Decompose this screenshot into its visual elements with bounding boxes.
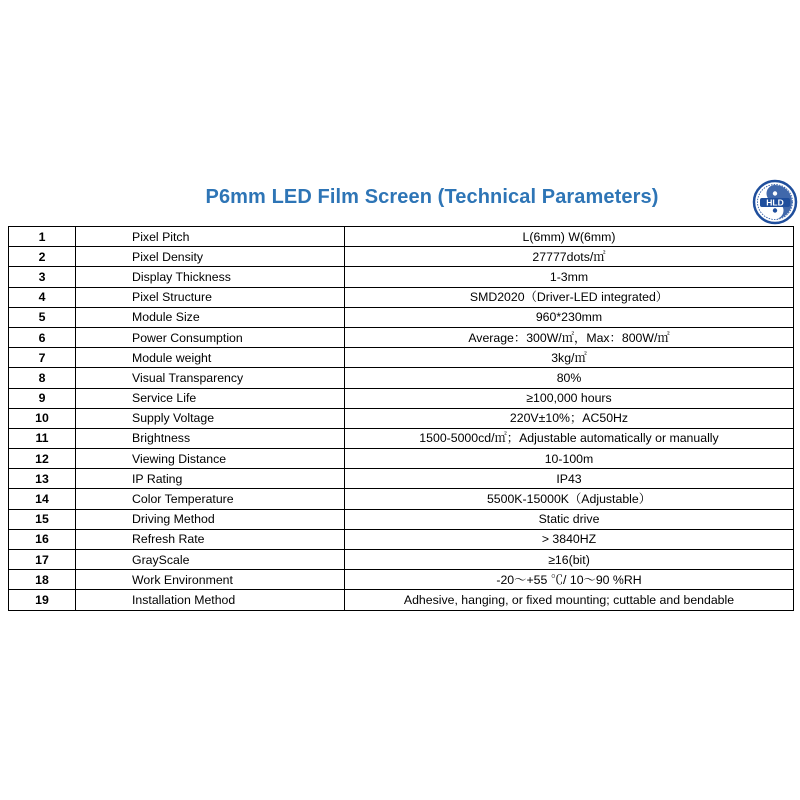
table-row — [9, 307, 794, 327]
table-row — [9, 469, 794, 489]
parameter-name: Pixel Density — [76, 247, 345, 267]
row-number: 12 — [9, 449, 76, 469]
row-number: 13 — [9, 469, 76, 489]
title-container — [0, 186, 800, 214]
table-row — [9, 368, 794, 388]
table-row — [9, 489, 794, 509]
row-number: 16 — [9, 529, 76, 549]
row-number: 8 — [9, 368, 76, 388]
page-title: P6mm LED Film Screen (Technical Parameters) — [205, 186, 659, 208]
parameter-name: Viewing Distance — [76, 449, 345, 469]
parameter-name: Installation Method — [76, 590, 345, 610]
row-number: 1 — [9, 227, 76, 247]
row-number: 15 — [9, 509, 76, 529]
table-row — [9, 327, 794, 347]
table-row — [9, 287, 794, 307]
row-number: 18 — [9, 570, 76, 590]
table-row — [9, 570, 794, 590]
row-number: 7 — [9, 348, 76, 368]
table-row — [9, 348, 794, 368]
row-number: 2 — [9, 247, 76, 267]
parameter-value: 80% — [345, 368, 794, 388]
row-number: 4 — [9, 287, 76, 307]
parameter-name: Service Life — [76, 388, 345, 408]
parameter-name: GrayScale — [76, 550, 345, 570]
parameter-name: IP Rating — [76, 469, 345, 489]
parameter-value: > 3840HZ — [345, 529, 794, 549]
parameter-value: 27777dots/㎡ — [345, 247, 794, 267]
parameter-value: 1500-5000cd/㎡；Adjustable automatically or manually — [345, 428, 794, 448]
row-number: 9 — [9, 388, 76, 408]
table-row — [9, 509, 794, 529]
parameter-name: Work Environment — [76, 570, 345, 590]
parameter-name: Brightness — [76, 428, 345, 448]
table-row — [9, 428, 794, 448]
parameter-name: Pixel Structure — [76, 287, 345, 307]
parameter-value: IP43 — [345, 469, 794, 489]
table-body — [9, 227, 794, 611]
parameter-value: 5500K-15000K（Adjustable） — [345, 489, 794, 509]
table-row — [9, 408, 794, 428]
parameter-value: 1-3mm — [345, 267, 794, 287]
parameter-name: Refresh Rate — [76, 529, 345, 549]
table-row — [9, 227, 794, 247]
table-row — [9, 550, 794, 570]
parameter-value: ≥100,000 hours — [345, 388, 794, 408]
parameter-value: 220V±10%；AC50Hz — [345, 408, 794, 428]
row-number: 17 — [9, 550, 76, 570]
hld-logo-icon — [752, 179, 798, 225]
table-row — [9, 449, 794, 469]
parameter-value: -20～+55 ℃/ 10～90 %RH — [345, 570, 794, 590]
parameter-name: Module weight — [76, 348, 345, 368]
parameter-value: SMD2020（Driver-LED integrated） — [345, 287, 794, 307]
parameter-name: Module Size — [76, 307, 345, 327]
parameter-value: Static drive — [345, 509, 794, 529]
parameter-name: Display Thickness — [76, 267, 345, 287]
parameter-name: Pixel Pitch — [76, 227, 345, 247]
row-number: 3 — [9, 267, 76, 287]
table-row — [9, 590, 794, 610]
parameter-value: Adhesive, hanging, or fixed mounting; cuttable and bendable — [345, 590, 794, 610]
row-number: 14 — [9, 489, 76, 509]
table-row — [9, 529, 794, 549]
parameter-value: 960*230mm — [345, 307, 794, 327]
table-row — [9, 247, 794, 267]
parameter-name: Color Temperature — [76, 489, 345, 509]
parameter-name: Power Consumption — [76, 327, 345, 347]
row-number: 5 — [9, 307, 76, 327]
parameter-name: Driving Method — [76, 509, 345, 529]
parameter-value: Average：300W/㎡，Max：800W/㎡ — [345, 327, 794, 347]
parameter-value: 3kg/㎡ — [345, 348, 794, 368]
logo-text: HLD — [766, 197, 784, 208]
parameter-value: 10-100m — [345, 449, 794, 469]
table-row — [9, 388, 794, 408]
row-number: 10 — [9, 408, 76, 428]
parameter-name: Supply Voltage — [76, 408, 345, 428]
row-number: 19 — [9, 590, 76, 610]
table-row — [9, 267, 794, 287]
parameter-value: L(6mm) W(6mm) — [345, 227, 794, 247]
parameter-name: Visual Transparency — [76, 368, 345, 388]
row-number: 11 — [9, 428, 76, 448]
technical-parameters-table — [8, 226, 794, 611]
row-number: 6 — [9, 327, 76, 347]
parameter-value: ≥16(bit) — [345, 550, 794, 570]
